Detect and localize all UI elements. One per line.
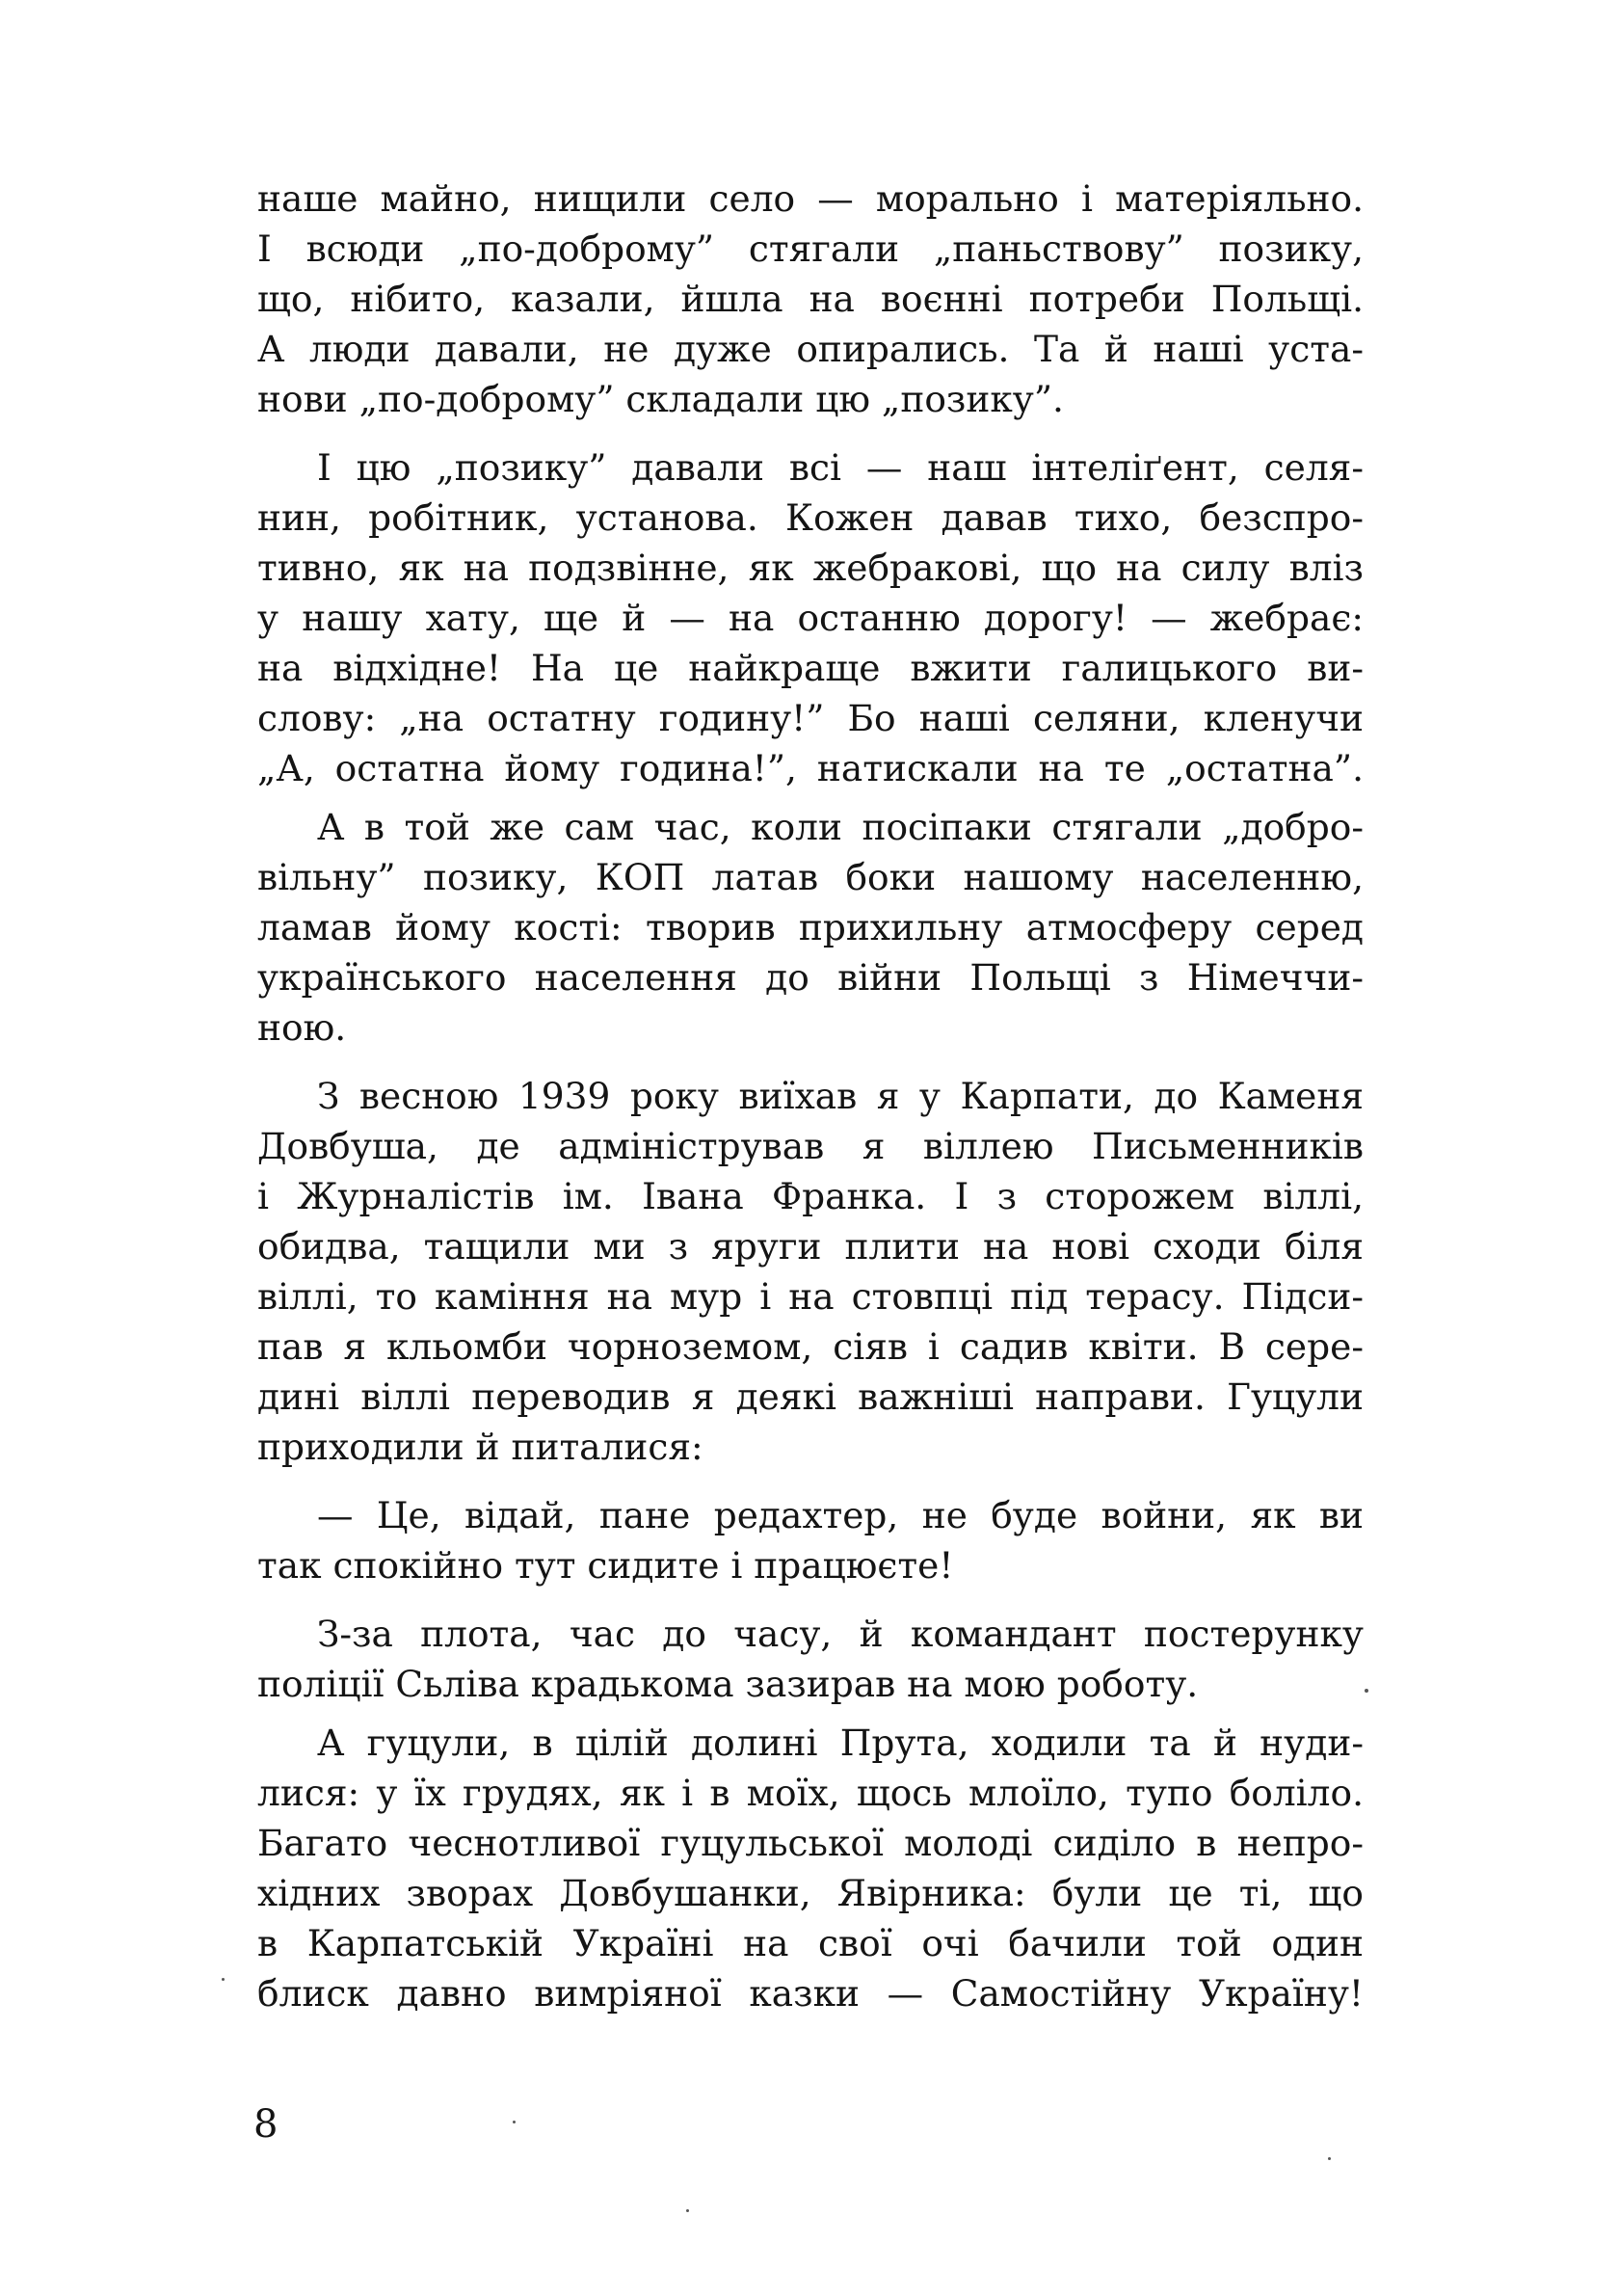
paragraph [257, 1718, 1364, 2018]
paragraph [257, 442, 1364, 793]
text-line: „А, остатна йому година!”, натискали на те „остатна”. [257, 747, 1364, 789]
text-line: А гуцули, в цілій долині Прута, ходили та й нуди- [317, 1722, 1364, 1764]
page-number: 8 [253, 2102, 279, 2147]
text-line: і Журналістів ім. Івана Франка. І з сторожем віллі, [257, 1175, 1364, 1217]
paragraph [257, 174, 1364, 424]
text-line: віллі, то каміння на мур і на стовпці під терасу. Підси- [257, 1275, 1364, 1318]
text-line: А люди давали, не дуже опирались. Та й наші уста- [257, 328, 1364, 370]
text-line: у нашу хату, ще й — на останню дорогу! — жебрає: [257, 597, 1364, 639]
text-line: дині віллі переводив я деякі важніші направи. Гуцули [257, 1375, 1364, 1418]
text-line: що, нібито, казали, йшла на воєнні потреби Польщі. [257, 278, 1364, 320]
text-line: обидва, тащили ми з яруги плити на нові сходи біля [257, 1225, 1364, 1268]
text-line: вільну” позику, КОП латав боки нашому населенню, [257, 856, 1364, 898]
paragraph [257, 1609, 1364, 1709]
text-line: нови „по-доброму” складали цю „позику”. [257, 378, 1064, 420]
paragraph [257, 1490, 1364, 1590]
text-line: наше майно, нищили село — морально і матеріяльно. [257, 177, 1364, 220]
text-line: так спокійно тут сидите і працюєте! [257, 1544, 954, 1587]
text-line: Довбуша, де адміністрував я віллею Письменників [257, 1125, 1364, 1167]
scan-speck [513, 2121, 516, 2123]
text-line: блиск давно вимріяної казки — Самостійну Україну! [257, 1972, 1364, 2015]
text-line: нин, робітник, установа. Кожен давав тихо, безспро- [257, 496, 1364, 539]
text-line: ною. [257, 1006, 347, 1049]
text-line: ламав йому кості: творив прихильну атмосферу серед [257, 906, 1364, 948]
page-body [257, 174, 1364, 2018]
text-line: А в той же сам час, коли посіпаки стягали „добро- [317, 806, 1364, 848]
scan-speck [222, 1978, 225, 1981]
scan-speck [1365, 1689, 1368, 1693]
paragraph [257, 1071, 1364, 1472]
text-line: пав я кльомби чорноземом, сіяв і садив квіти. В сере- [257, 1325, 1364, 1368]
text-line: лися: у їх грудях, як і в моїх, щось млоїло, тупо боліло. [257, 1772, 1364, 1814]
text-line: хідних зворах Довбушанки, Явірника: були це ті, що [257, 1872, 1364, 1914]
text-line: поліції Сьліва крадькома зазирав на мою роботу. [257, 1663, 1199, 1705]
text-line: слову: „на остатну годину!” Бо наші селяни, кленучи [257, 697, 1364, 739]
text-line: українського населення до війни Польщі з Німеччи- [257, 956, 1364, 999]
text-line: І цю „позику” давали всі — наш інтеліґент, селя- [317, 446, 1364, 489]
text-line: на відхідне! На це найкраще вжити галицького ви- [257, 647, 1364, 689]
text-line: — Це, відай, пане редахтер, не буде войни, як ви [317, 1494, 1364, 1536]
text-line: Багато чеснотливої гуцульської молоді сиділо в непро- [257, 1822, 1364, 1864]
text-line: тивно, як на подзвінне, як жебракові, що на силу вліз [257, 547, 1364, 589]
paragraph [257, 802, 1364, 1053]
text-line: З весною 1939 року виїхав я у Карпати, до Каменя [317, 1075, 1364, 1117]
text-line: З-за плота, час до часу, й командант постерунку [317, 1613, 1364, 1655]
scan-speck [686, 2209, 689, 2212]
text-line: в Карпатській Україні на свої очі бачили той один [257, 1922, 1364, 1964]
text-line: І всюди „по-доброму” стягали „паньствову” позику, [257, 227, 1364, 270]
text-line: приходили й питалися: [257, 1426, 703, 1468]
scan-speck [1328, 2157, 1331, 2160]
